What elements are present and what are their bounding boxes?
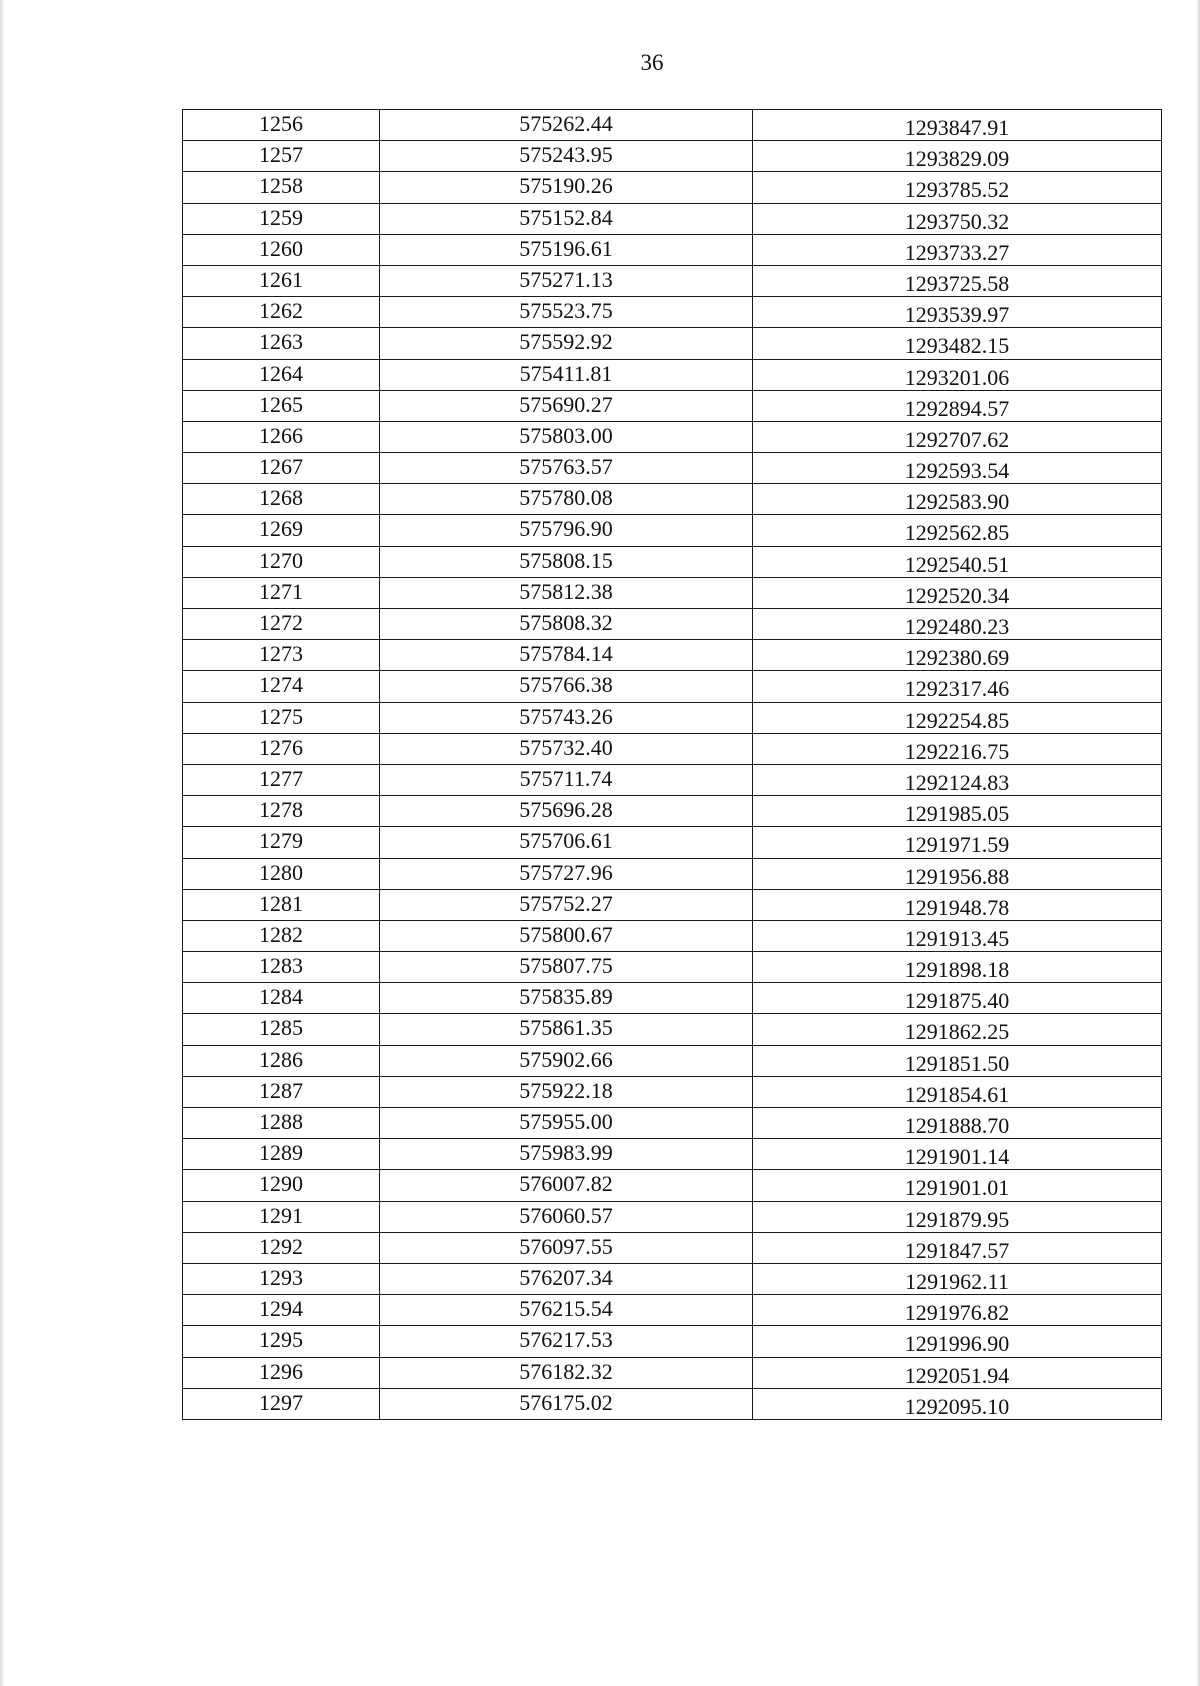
table-row bbox=[183, 983, 1162, 1014]
point-number-cell: 1266 bbox=[183, 421, 380, 452]
y-coordinate-cell: 1291854.61 bbox=[753, 1076, 1162, 1107]
y-coordinate-cell: 1291847.57 bbox=[753, 1232, 1162, 1263]
point-number-cell: 1296 bbox=[183, 1357, 380, 1388]
x-coordinate-cell: 575808.15 bbox=[380, 546, 753, 577]
table-row bbox=[183, 421, 1162, 452]
y-coordinate-cell: 1292254.85 bbox=[753, 702, 1162, 733]
point-number-cell: 1293 bbox=[183, 1263, 380, 1294]
table-row bbox=[183, 1139, 1162, 1170]
point-number-cell: 1276 bbox=[183, 733, 380, 764]
table-row bbox=[183, 265, 1162, 296]
y-coordinate-cell: 1291996.90 bbox=[753, 1326, 1162, 1357]
y-coordinate-cell: 1292095.10 bbox=[753, 1388, 1162, 1419]
y-coordinate-cell: 1291875.40 bbox=[753, 983, 1162, 1014]
table-row bbox=[183, 1108, 1162, 1139]
point-number-cell: 1281 bbox=[183, 889, 380, 920]
table-row bbox=[183, 609, 1162, 640]
y-coordinate-cell: 1293829.09 bbox=[753, 141, 1162, 172]
y-coordinate-cell: 1291901.14 bbox=[753, 1139, 1162, 1170]
table-row bbox=[183, 1201, 1162, 1232]
point-number-cell: 1265 bbox=[183, 390, 380, 421]
point-number-cell: 1274 bbox=[183, 671, 380, 702]
table-row bbox=[183, 952, 1162, 983]
y-coordinate-cell: 1293847.91 bbox=[753, 110, 1162, 141]
point-number-cell: 1256 bbox=[183, 110, 380, 141]
point-number-cell: 1284 bbox=[183, 983, 380, 1014]
point-number-cell: 1275 bbox=[183, 702, 380, 733]
point-number-cell: 1294 bbox=[183, 1295, 380, 1326]
table-row bbox=[183, 1076, 1162, 1107]
x-coordinate-cell: 575262.44 bbox=[380, 110, 753, 141]
y-coordinate-cell: 1291862.25 bbox=[753, 1014, 1162, 1045]
x-coordinate-cell: 575411.81 bbox=[380, 359, 753, 390]
y-coordinate-cell: 1292540.51 bbox=[753, 546, 1162, 577]
x-coordinate-cell: 575271.13 bbox=[380, 265, 753, 296]
table-row bbox=[183, 172, 1162, 203]
y-coordinate-cell: 1291976.82 bbox=[753, 1295, 1162, 1326]
point-number-cell: 1290 bbox=[183, 1170, 380, 1201]
y-coordinate-cell: 1291962.11 bbox=[753, 1263, 1162, 1294]
x-coordinate-cell: 575780.08 bbox=[380, 484, 753, 515]
table-row bbox=[183, 796, 1162, 827]
point-number-cell: 1267 bbox=[183, 453, 380, 484]
table-row bbox=[183, 1388, 1162, 1419]
x-coordinate-cell: 575835.89 bbox=[380, 983, 753, 1014]
table-row bbox=[183, 110, 1162, 141]
x-coordinate-cell: 576097.55 bbox=[380, 1232, 753, 1263]
table-row bbox=[183, 733, 1162, 764]
table-row bbox=[183, 484, 1162, 515]
table-row bbox=[183, 546, 1162, 577]
point-number-cell: 1271 bbox=[183, 577, 380, 608]
x-coordinate-cell: 576182.32 bbox=[380, 1357, 753, 1388]
y-coordinate-cell: 1293539.97 bbox=[753, 297, 1162, 328]
y-coordinate-cell: 1292562.85 bbox=[753, 515, 1162, 546]
y-coordinate-cell: 1293201.06 bbox=[753, 359, 1162, 390]
table-row bbox=[183, 920, 1162, 951]
point-number-cell: 1283 bbox=[183, 952, 380, 983]
y-coordinate-cell: 1291851.50 bbox=[753, 1045, 1162, 1076]
x-coordinate-cell: 575808.32 bbox=[380, 609, 753, 640]
x-coordinate-cell: 575523.75 bbox=[380, 297, 753, 328]
x-coordinate-cell: 575243.95 bbox=[380, 141, 753, 172]
table-row bbox=[183, 1326, 1162, 1357]
point-number-cell: 1289 bbox=[183, 1139, 380, 1170]
point-number-cell: 1297 bbox=[183, 1388, 380, 1419]
y-coordinate-cell: 1291898.18 bbox=[753, 952, 1162, 983]
x-coordinate-cell: 575796.90 bbox=[380, 515, 753, 546]
x-coordinate-cell: 576215.54 bbox=[380, 1295, 753, 1326]
y-coordinate-cell: 1293750.32 bbox=[753, 203, 1162, 234]
point-number-cell: 1285 bbox=[183, 1014, 380, 1045]
point-number-cell: 1278 bbox=[183, 796, 380, 827]
x-coordinate-cell: 576217.53 bbox=[380, 1326, 753, 1357]
point-number-cell: 1286 bbox=[183, 1045, 380, 1076]
y-coordinate-cell: 1291985.05 bbox=[753, 796, 1162, 827]
table-row bbox=[183, 1295, 1162, 1326]
y-coordinate-cell: 1291888.70 bbox=[753, 1108, 1162, 1139]
y-coordinate-cell: 1292480.23 bbox=[753, 609, 1162, 640]
table-row bbox=[183, 234, 1162, 265]
y-coordinate-cell: 1292707.62 bbox=[753, 421, 1162, 452]
y-coordinate-cell: 1292124.83 bbox=[753, 764, 1162, 795]
table-row bbox=[183, 141, 1162, 172]
table-row bbox=[183, 1170, 1162, 1201]
x-coordinate-cell: 575592.92 bbox=[380, 328, 753, 359]
table-row bbox=[183, 1357, 1162, 1388]
y-coordinate-cell: 1291879.95 bbox=[753, 1201, 1162, 1232]
y-coordinate-cell: 1292894.57 bbox=[753, 390, 1162, 421]
x-coordinate-cell: 575752.27 bbox=[380, 889, 753, 920]
y-coordinate-cell: 1292520.34 bbox=[753, 577, 1162, 608]
scan-edge-left bbox=[0, 0, 5, 1686]
point-number-cell: 1257 bbox=[183, 141, 380, 172]
table-row bbox=[183, 577, 1162, 608]
x-coordinate-cell: 575190.26 bbox=[380, 172, 753, 203]
point-number-cell: 1288 bbox=[183, 1108, 380, 1139]
x-coordinate-cell: 575152.84 bbox=[380, 203, 753, 234]
coordinates-table bbox=[182, 109, 1162, 1420]
table-row bbox=[183, 671, 1162, 702]
y-coordinate-cell: 1292051.94 bbox=[753, 1357, 1162, 1388]
x-coordinate-cell: 576207.34 bbox=[380, 1263, 753, 1294]
table-row bbox=[183, 1263, 1162, 1294]
table-row bbox=[183, 889, 1162, 920]
y-coordinate-cell: 1293482.15 bbox=[753, 328, 1162, 359]
table-row bbox=[183, 297, 1162, 328]
y-coordinate-cell: 1291901.01 bbox=[753, 1170, 1162, 1201]
x-coordinate-cell: 575812.38 bbox=[380, 577, 753, 608]
y-coordinate-cell: 1292216.75 bbox=[753, 733, 1162, 764]
x-coordinate-cell: 575706.61 bbox=[380, 827, 753, 858]
scan-edge-right bbox=[1196, 0, 1200, 1686]
point-number-cell: 1277 bbox=[183, 764, 380, 795]
x-coordinate-cell: 575763.57 bbox=[380, 453, 753, 484]
x-coordinate-cell: 575955.00 bbox=[380, 1108, 753, 1139]
point-number-cell: 1295 bbox=[183, 1326, 380, 1357]
x-coordinate-cell: 575732.40 bbox=[380, 733, 753, 764]
point-number-cell: 1260 bbox=[183, 234, 380, 265]
table-row bbox=[183, 203, 1162, 234]
x-coordinate-cell: 575784.14 bbox=[380, 640, 753, 671]
point-number-cell: 1268 bbox=[183, 484, 380, 515]
point-number-cell: 1261 bbox=[183, 265, 380, 296]
point-number-cell: 1259 bbox=[183, 203, 380, 234]
point-number-cell: 1287 bbox=[183, 1076, 380, 1107]
point-number-cell: 1272 bbox=[183, 609, 380, 640]
table-row bbox=[183, 1232, 1162, 1263]
point-number-cell: 1291 bbox=[183, 1201, 380, 1232]
point-number-cell: 1292 bbox=[183, 1232, 380, 1263]
y-coordinate-cell: 1291956.88 bbox=[753, 858, 1162, 889]
table-row bbox=[183, 328, 1162, 359]
x-coordinate-cell: 575922.18 bbox=[380, 1076, 753, 1107]
x-coordinate-cell: 575861.35 bbox=[380, 1014, 753, 1045]
point-number-cell: 1269 bbox=[183, 515, 380, 546]
x-coordinate-cell: 575902.66 bbox=[380, 1045, 753, 1076]
page-number: 36 bbox=[640, 50, 664, 75]
point-number-cell: 1270 bbox=[183, 546, 380, 577]
table-row bbox=[183, 858, 1162, 889]
x-coordinate-cell: 575196.61 bbox=[380, 234, 753, 265]
x-coordinate-cell: 576175.02 bbox=[380, 1388, 753, 1419]
x-coordinate-cell: 575803.00 bbox=[380, 421, 753, 452]
x-coordinate-cell: 575696.28 bbox=[380, 796, 753, 827]
point-number-cell: 1280 bbox=[183, 858, 380, 889]
point-number-cell: 1279 bbox=[183, 827, 380, 858]
point-number-cell: 1262 bbox=[183, 297, 380, 328]
point-number-cell: 1282 bbox=[183, 920, 380, 951]
table-row bbox=[183, 827, 1162, 858]
y-coordinate-cell: 1292380.69 bbox=[753, 640, 1162, 671]
x-coordinate-cell: 575690.27 bbox=[380, 390, 753, 421]
table-row bbox=[183, 390, 1162, 421]
table-row bbox=[183, 640, 1162, 671]
x-coordinate-cell: 575766.38 bbox=[380, 671, 753, 702]
x-coordinate-cell: 575807.75 bbox=[380, 952, 753, 983]
x-coordinate-cell: 575800.67 bbox=[380, 920, 753, 951]
y-coordinate-cell: 1293733.27 bbox=[753, 234, 1162, 265]
point-number-cell: 1264 bbox=[183, 359, 380, 390]
table-row bbox=[183, 1014, 1162, 1045]
x-coordinate-cell: 575983.99 bbox=[380, 1139, 753, 1170]
point-number-cell: 1273 bbox=[183, 640, 380, 671]
coordinates-table-body bbox=[183, 110, 1162, 1420]
y-coordinate-cell: 1292317.46 bbox=[753, 671, 1162, 702]
table-row bbox=[183, 1045, 1162, 1076]
table-row bbox=[183, 359, 1162, 390]
table-row bbox=[183, 702, 1162, 733]
y-coordinate-cell: 1293785.52 bbox=[753, 172, 1162, 203]
x-coordinate-cell: 575711.74 bbox=[380, 764, 753, 795]
y-coordinate-cell: 1291948.78 bbox=[753, 889, 1162, 920]
x-coordinate-cell: 576060.57 bbox=[380, 1201, 753, 1232]
x-coordinate-cell: 576007.82 bbox=[380, 1170, 753, 1201]
table-row bbox=[183, 764, 1162, 795]
x-coordinate-cell: 575727.96 bbox=[380, 858, 753, 889]
y-coordinate-cell: 1292583.90 bbox=[753, 484, 1162, 515]
point-number-cell: 1263 bbox=[183, 328, 380, 359]
y-coordinate-cell: 1293725.58 bbox=[753, 265, 1162, 296]
point-number-cell: 1258 bbox=[183, 172, 380, 203]
x-coordinate-cell: 575743.26 bbox=[380, 702, 753, 733]
y-coordinate-cell: 1291971.59 bbox=[753, 827, 1162, 858]
table-row bbox=[183, 515, 1162, 546]
y-coordinate-cell: 1292593.54 bbox=[753, 453, 1162, 484]
table-row bbox=[183, 453, 1162, 484]
y-coordinate-cell: 1291913.45 bbox=[753, 920, 1162, 951]
